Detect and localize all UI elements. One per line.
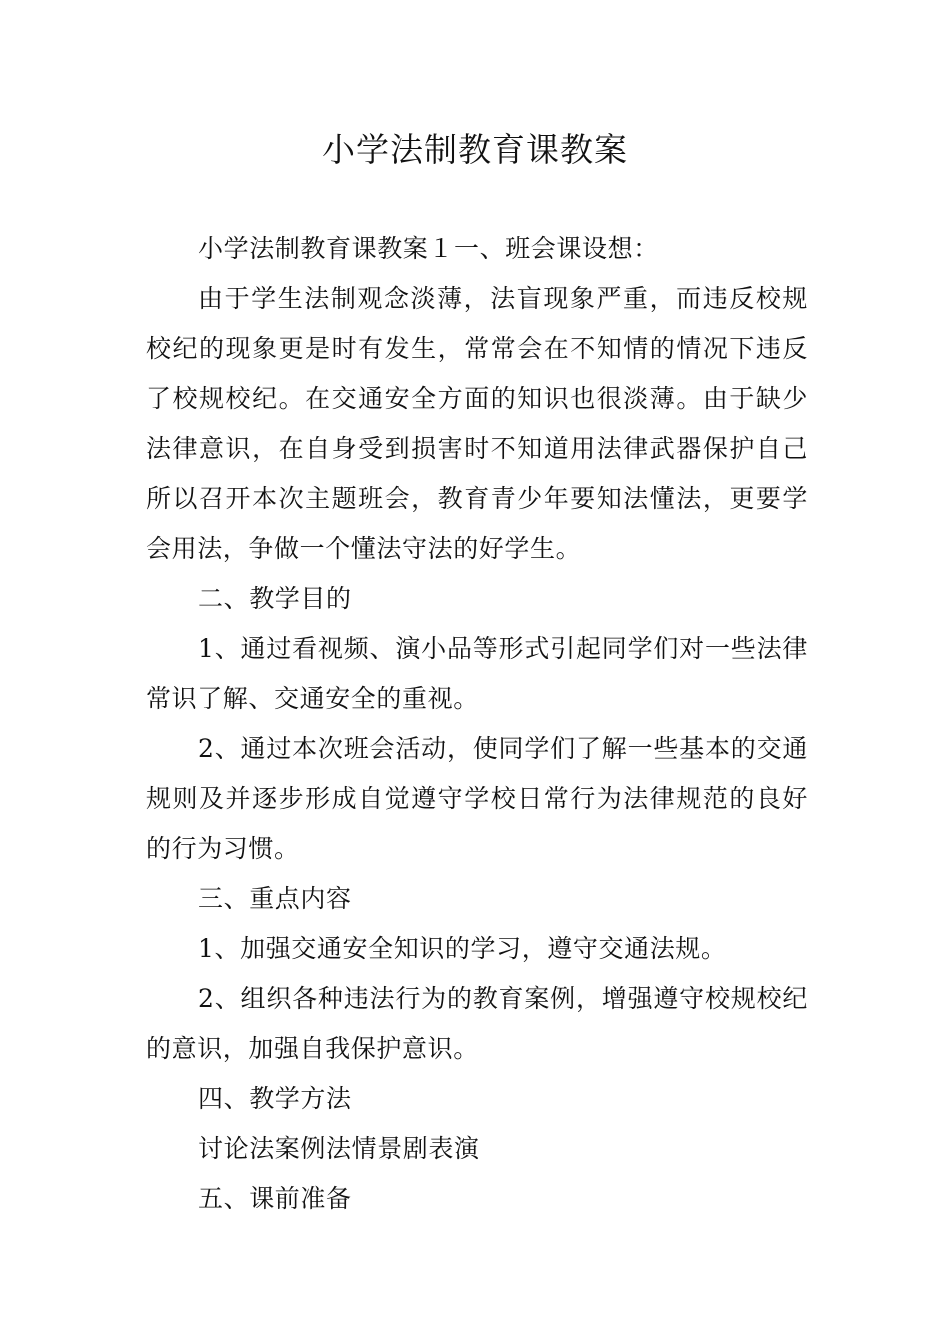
document-body: [146, 224, 808, 1224]
section-heading-objectives: 二、教学目的: [198, 584, 352, 613]
paragraph-objective-2: 2、通过本次班会活动，使同学们了解一些基本的交通规则及并逐步形成自觉遵守学校日常行为法律规范的良好的行为习惯。: [146, 734, 808, 863]
paragraph-intro-heading: 小学法制教育课教案１一、班会课设想：: [198, 234, 659, 263]
paragraph-methods: 讨论法案例法情景剧表演: [198, 1134, 480, 1163]
section-heading-preparation: 五、课前准备: [198, 1184, 352, 1213]
document-title: 小学法制教育课教案: [322, 130, 628, 169]
paragraph-key-content-2: 2、组织各种违法行为的教育案例，增强遵守校规校纪的意识，加强自我保护意识。: [146, 984, 808, 1063]
section-heading-methods: 四、教学方法: [198, 1084, 352, 1113]
paragraph-objective-1: 1、通过看视频、演小品等形式引起同学们对一些法律常识了解、交通安全的重视。: [146, 634, 808, 713]
paragraph-background: 由于学生法制观念淡薄，法盲现象严重，而违反校规校纪的现象更是时有发生，常常会在不知情的情况下违反了校规校纪。在交通安全方面的知识也很淡薄。由于缺少法律意识，在自身受到损害时不知道用法律武器保护自己所以召开本次主题班会，教育青少年要知法懂法，更要学会用法，争做一个懂法守法的好学生。: [146, 284, 808, 563]
paragraph-key-content-1: 1、加强交通安全知识的学习，遵守交通法规。: [198, 934, 727, 963]
section-heading-key-content: 三、重点内容: [198, 884, 352, 913]
